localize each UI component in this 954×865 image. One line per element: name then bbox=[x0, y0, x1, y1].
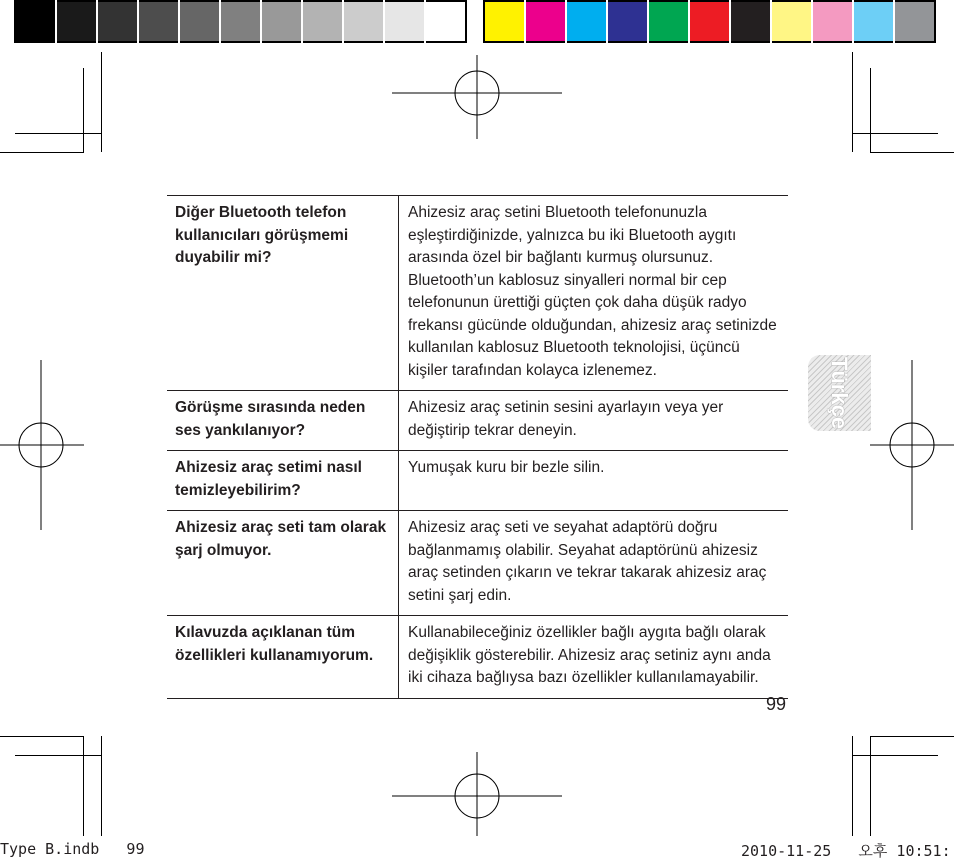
question-cell: Diğer Bluetooth telefon kullanıcıları görüşmemi duyabilir mi? bbox=[167, 196, 399, 391]
gray-swatch bbox=[57, 0, 96, 43]
crop-mark bbox=[870, 736, 871, 836]
color-swatch bbox=[608, 0, 647, 43]
crop-mark bbox=[870, 736, 954, 737]
question-cell: Ahizesiz araç setimi nasıl temizleyebilirim? bbox=[167, 451, 399, 511]
grayscale-color-bar bbox=[14, 0, 469, 44]
crop-mark bbox=[15, 755, 101, 756]
crop-mark bbox=[101, 736, 102, 836]
crop-mark bbox=[852, 755, 938, 756]
gray-swatch bbox=[344, 0, 383, 43]
question-cell: Ahizesiz araç seti tam olarak şarj olmuyor. bbox=[167, 511, 399, 616]
gray-swatch bbox=[303, 0, 342, 43]
crop-mark bbox=[870, 68, 871, 152]
crop-mark bbox=[852, 133, 938, 134]
registration-mark-right bbox=[870, 360, 954, 530]
section-tab-label: Türkçe bbox=[827, 356, 852, 430]
gray-swatch bbox=[221, 0, 260, 43]
registration-mark-left bbox=[0, 360, 84, 530]
registration-mark-top bbox=[392, 55, 562, 139]
question-cell: Görüşme sırasında neden ses yankılanıyor? bbox=[167, 391, 399, 451]
gray-swatch bbox=[98, 0, 137, 43]
troubleshooting-table bbox=[167, 195, 788, 699]
answer-cell: Ahizesiz araç seti ve seyahat adaptörü doğru bağlanmamış olabilir. Seyahat adaptörünü ahizesiz araç setinden çıkarın ve tekrar takarak ahizesiz araç setini şarj edin. bbox=[399, 511, 789, 616]
crop-mark bbox=[852, 736, 853, 836]
crop-mark bbox=[83, 736, 84, 836]
answer-cell: Ahizesiz araç setini Bluetooth telefonunuzla eşleştirdiğinizde, yalnızca bu iki Bluetooth aygıtı arasında özel bir bağlantı kurmuş olursunuz. Bluetooth’un kablosuz sinyalleri normal bir cep telefonunun ürettiği güçten çok daha düşük radyo frekansı gücünde olduğundan, ahizesiz araç setinizde kullanılan kablosuz Bluetooth teknolojisi, üçüncü kişiler tarafından kolayca izlenemez. bbox=[399, 196, 789, 391]
gray-swatch bbox=[426, 0, 467, 43]
question-cell: Kılavuzda açıklanan tüm özellikleri kullanamıyorum. bbox=[167, 616, 399, 699]
table-row bbox=[167, 391, 788, 451]
color-swatch bbox=[483, 0, 524, 43]
color-swatch bbox=[731, 0, 770, 43]
process-color-bar bbox=[483, 0, 938, 44]
answer-cell: Ahizesiz araç setinin sesini ayarlayın veya yer değiştirip tekrar deneyin. bbox=[399, 391, 789, 451]
crop-mark bbox=[852, 52, 853, 152]
registration-mark-bottom bbox=[392, 752, 562, 836]
color-swatch bbox=[567, 0, 606, 43]
crop-mark bbox=[870, 152, 954, 153]
crop-mark bbox=[0, 736, 84, 737]
color-swatch bbox=[895, 0, 936, 43]
page-number: 99 bbox=[765, 694, 786, 714]
answer-cell: Kullanabileceğiniz özellikler bağlı aygıta bağlı olarak değişiklik gösterebilir. Ahizesiz araç setiniz aynı anda iki cihaza bağlıysa bazı özellikler kullanılamayabilir. bbox=[399, 616, 789, 699]
color-swatch bbox=[649, 0, 688, 43]
table-row bbox=[167, 451, 788, 511]
table-row bbox=[167, 511, 788, 616]
color-swatch bbox=[854, 0, 893, 43]
crop-mark bbox=[101, 52, 102, 152]
table-row bbox=[167, 616, 788, 699]
color-swatch bbox=[813, 0, 852, 43]
slug-timestamp: 2010-11-25 오후 10:51: bbox=[741, 842, 951, 860]
color-swatch bbox=[526, 0, 565, 43]
crop-mark bbox=[15, 133, 101, 134]
color-swatch bbox=[772, 0, 811, 43]
language-section-tab bbox=[808, 355, 871, 431]
color-swatch bbox=[690, 0, 729, 43]
gray-swatch bbox=[14, 0, 55, 43]
gray-swatch bbox=[262, 0, 301, 43]
gray-swatch bbox=[180, 0, 219, 43]
crop-mark bbox=[83, 68, 84, 152]
answer-cell: Yumuşak kuru bir bezle silin. bbox=[399, 451, 789, 511]
gray-swatch bbox=[385, 0, 424, 43]
gray-swatch bbox=[139, 0, 178, 43]
table-row bbox=[167, 196, 788, 391]
crop-mark bbox=[0, 152, 84, 153]
slug-file-info: Type B.indb 99 bbox=[0, 840, 145, 858]
